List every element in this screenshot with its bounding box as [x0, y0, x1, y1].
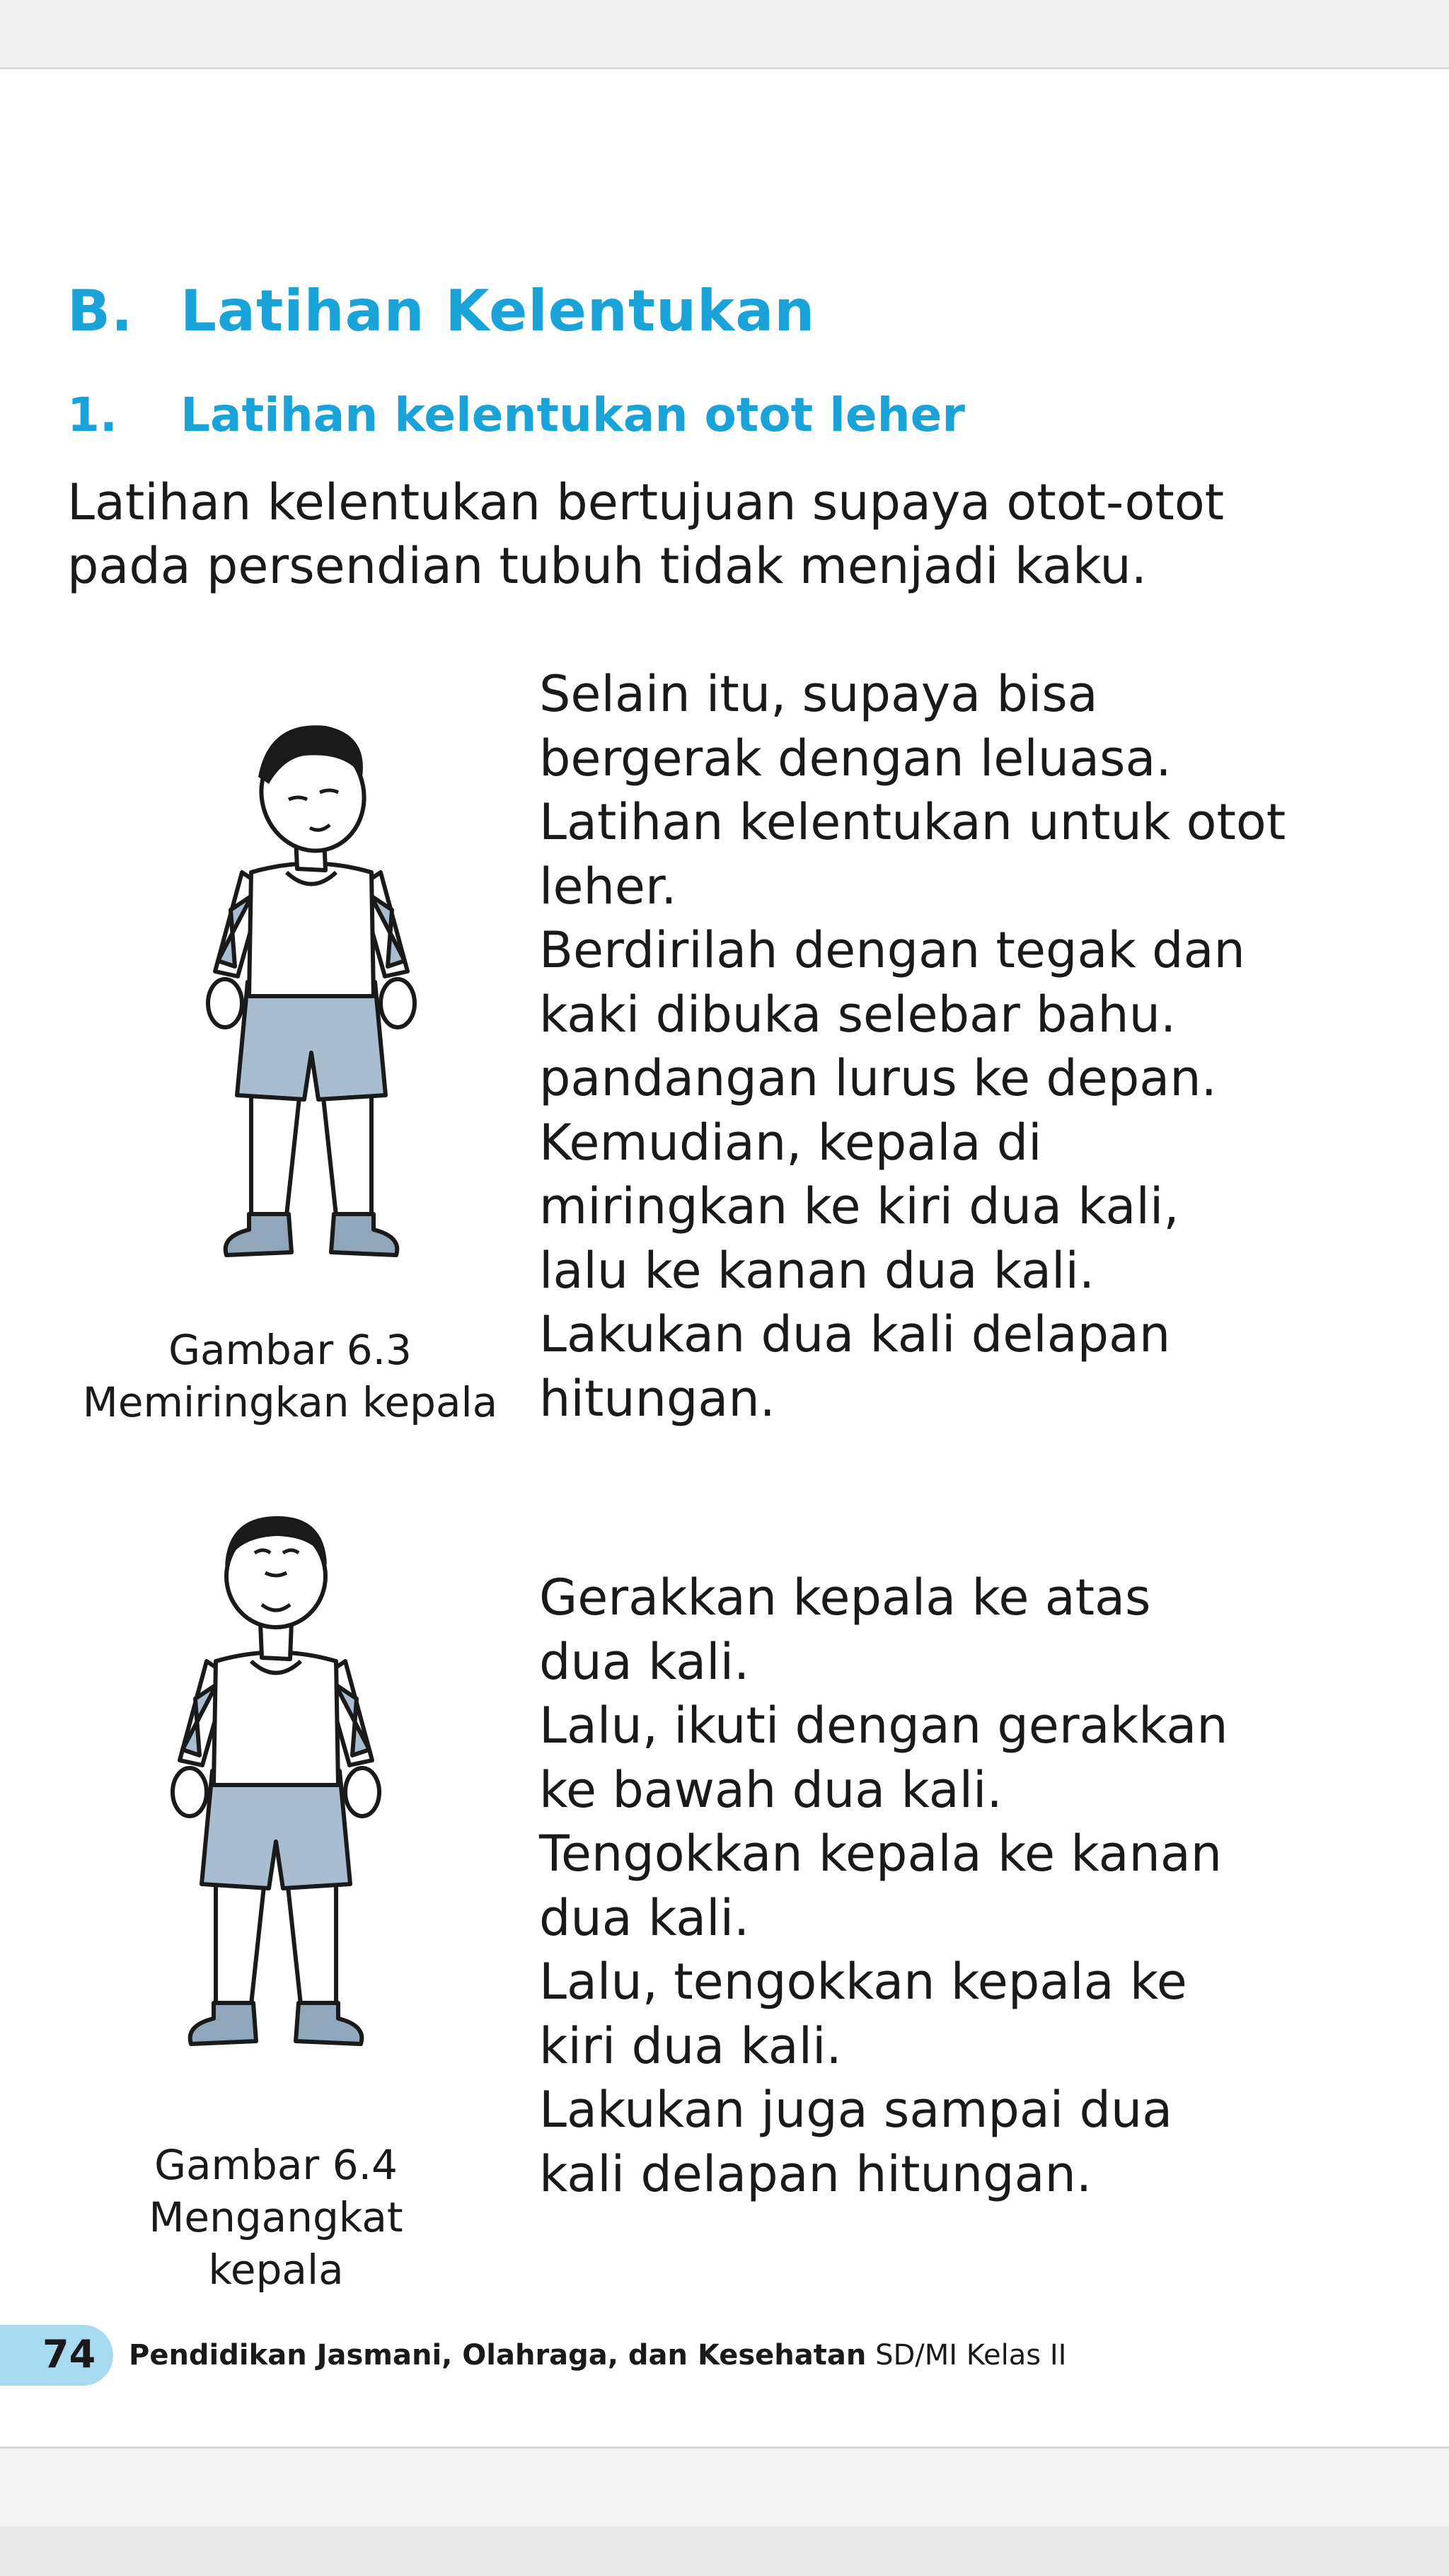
book-level: SD/MI Kelas II: [875, 2339, 1067, 2372]
figure-tilting-head-caption: [42, 1324, 538, 1428]
subsection-heading: [67, 388, 965, 442]
text-line: Lalu, tengokkan kepala ke: [539, 1953, 1187, 2011]
intro-paragraph: Latihan kelentukan bertujuan supaya otot-otot pada persendian tubuh tidak menjadi kaku.: [67, 473, 1225, 595]
figure-raising-head-title-line1: Mengangkat: [149, 2193, 403, 2241]
text-line: dua kali.: [539, 1632, 750, 1691]
text-line: Lakukan dua kali delapan: [539, 1305, 1171, 1363]
paragraph-head-raise: [539, 1566, 1388, 2206]
text-line: Kemudian, kepala di: [539, 1113, 1042, 1172]
text-line: kiri dua kali.: [539, 2016, 842, 2075]
figure-raising-head-illustration: [149, 1460, 403, 2082]
text-line: lalu ke kanan dua kali.: [539, 1241, 1095, 1300]
book-title: Pendidikan Jasmani, Olahraga, dan Kesehatan: [129, 2339, 867, 2372]
text-line: pandangan lurus ke depan.: [539, 1049, 1217, 1107]
figure-tilting-head-label: Gambar 6.3: [168, 1326, 412, 1374]
text-line: ke bawah dua kali.: [539, 1760, 1003, 1819]
text-line: Berdirilah dengan tegak dan: [539, 921, 1245, 979]
text-line: hitungan.: [539, 1369, 775, 1428]
viewer-bottom-bar: [0, 2447, 1449, 2576]
text-line: Gerakkan kepala ke atas: [539, 1569, 1151, 1627]
subsection-number: 1.: [67, 388, 117, 442]
viewer-bottom-band: [0, 2526, 1449, 2576]
book-page: [0, 69, 1449, 2447]
text-line: kali delapan hitungan.: [539, 2144, 1092, 2203]
running-footer: [129, 2339, 1066, 2372]
text-line: kaki dibuka selebar bahu.: [539, 985, 1177, 1044]
figure-tilting-head-illustration: [184, 671, 439, 1293]
text-line: Lalu, ikuti dengan gerakkan: [539, 1697, 1228, 1755]
page-number: 74: [42, 2332, 96, 2376]
paragraph-head-tilt: [539, 662, 1388, 1431]
section-number: B.: [67, 278, 134, 344]
figure-raising-head-caption: [85, 2139, 467, 2296]
text-line: Latihan kelentukan untuk otot: [539, 793, 1286, 851]
text-line: Tengokkan kepala ke kanan: [539, 1825, 1223, 1883]
text-line: dua kali.: [539, 1888, 750, 1947]
figure-raising-head-label: Gambar 6.4: [154, 2141, 398, 2189]
figure-raising-head-title-line2: kepala: [208, 2246, 344, 2294]
text-line: Selain itu, supaya bisa: [539, 665, 1098, 723]
subsection-title: Latihan kelentukan otot leher: [180, 388, 965, 442]
figure-tilting-head-title: Memiringkan kepala: [82, 1378, 498, 1426]
text-line: Lakukan juga sampai dua: [539, 2081, 1173, 2139]
viewer-top-bar: [0, 0, 1449, 69]
text-line: miringkan ke kiri dua kali,: [539, 1177, 1179, 1235]
section-title: Latihan Kelentukan: [180, 278, 816, 344]
text-line: leher.: [539, 857, 677, 916]
text-line: bergerak dengan leluasa.: [539, 729, 1172, 787]
section-heading: [67, 278, 815, 344]
